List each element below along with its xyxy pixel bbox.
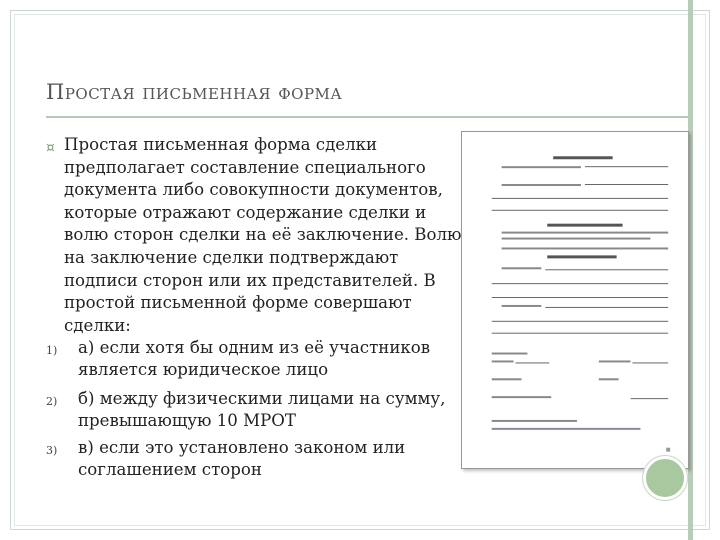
contract-document-thumbnail — [461, 131, 689, 469]
list-item-number-1: 1) — [46, 344, 58, 357]
document-thumbnail-drawing — [462, 132, 688, 468]
list-item-text-3: в) если это установлено законом или соглашением сторон — [78, 438, 406, 479]
list-item-text-2: б) между физическими лицами на сумму, превышающую 10 МРОТ — [78, 389, 446, 430]
green-circle-decoration — [643, 456, 687, 500]
title-underline — [46, 116, 688, 118]
slide-title: Простая письменная форма — [46, 80, 343, 104]
list-item-text-1: а) если хотя бы одним из её участников является юридическое лицо — [78, 338, 431, 379]
circle-bullet-icon: ¤ — [46, 140, 55, 156]
list-item-number-2: 2) — [46, 395, 58, 408]
main-paragraph: Простая письменная форма сделки предполагает составление специального документа либо совокупности документов, которые отражают содержание сделки и волю сторон сделки на её заключение. Волю на заключение сделки подтверждают подписи сторон или их представителей. В простой письменной форме совершают сделки: — [64, 135, 462, 335]
list-item-number-3: 3) — [46, 444, 58, 457]
